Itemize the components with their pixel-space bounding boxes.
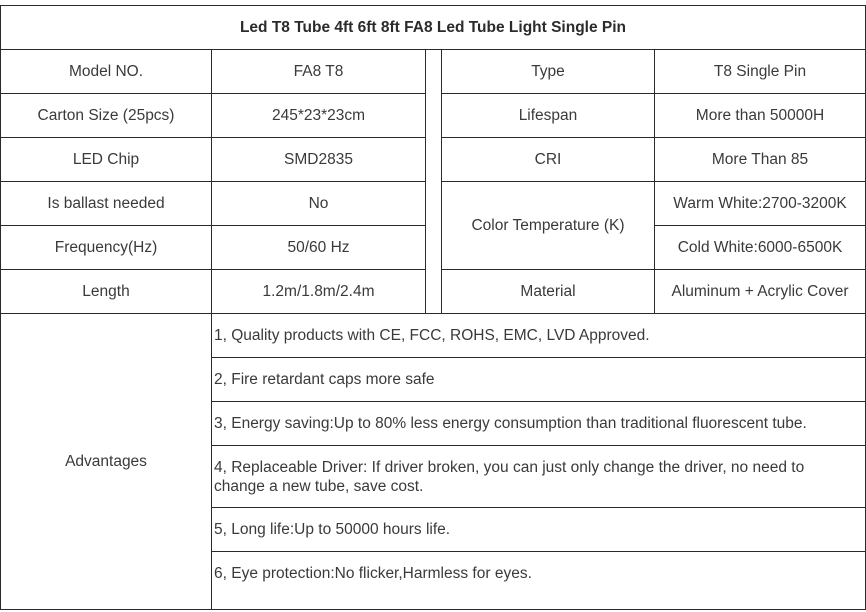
spec-label-lifespan: Lifespan bbox=[518, 107, 578, 124]
spec-value-warm-white: Warm White:2700-3200K bbox=[673, 195, 847, 212]
spec-label-color-temperature: Color Temperature (K) bbox=[471, 217, 625, 234]
spec-value-cold-white: Cold White:6000-6500K bbox=[677, 239, 843, 256]
spec-value-led-chip: SMD2835 bbox=[284, 151, 353, 168]
spec-value-lifespan: More than 50000H bbox=[695, 107, 825, 124]
spec-label-frequency: Frequency(Hz) bbox=[54, 239, 158, 256]
spec-label-length: Length bbox=[82, 283, 130, 300]
advantage-item: 4, Replaceable Driver: If driver broken, you can just only change the driver, no need to change a new tube, save cost. bbox=[214, 458, 805, 495]
spec-label-model: Model NO. bbox=[68, 63, 144, 80]
advantage-item: 1, Quality products with CE, FCC, ROHS, EMC, LVD Approved. bbox=[214, 327, 650, 344]
advantages-label: Advantages bbox=[65, 453, 147, 470]
spec-label-ballast: Is ballast needed bbox=[47, 195, 165, 212]
spec-value-material: Aluminum + Acrylic Cover bbox=[671, 283, 849, 300]
column-divider bbox=[425, 49, 426, 313]
spec-value-length: 1.2m/1.8m/2.4m bbox=[262, 283, 375, 300]
spec-value-type: T8 Single Pin bbox=[713, 63, 807, 80]
advantage-item: 6, Eye protection:No flicker,Harmless for eyes. bbox=[214, 565, 532, 582]
spec-label-type: Type bbox=[531, 63, 565, 80]
spec-value-ballast: No bbox=[308, 195, 329, 212]
spec-value-model: FA8 T8 bbox=[293, 63, 344, 80]
spec-label-material: Material bbox=[520, 283, 576, 300]
advantage-item: 2, Fire retardant caps more safe bbox=[214, 371, 435, 388]
spec-value-frequency: 50/60 Hz bbox=[287, 239, 350, 256]
advantage-item: 3, Energy saving:Up to 80% less energy consumption than traditional fluorescent tube. bbox=[214, 415, 807, 432]
spec-label-led-chip: LED Chip bbox=[72, 151, 140, 168]
advantage-item: 5, Long life:Up to 50000 hours life. bbox=[214, 521, 451, 538]
spec-value-carton-size: 245*23*23cm bbox=[271, 107, 366, 124]
table-title: Led T8 Tube 4ft 6ft 8ft FA8 Led Tube Light Single Pin bbox=[239, 19, 627, 36]
spec-label-carton-size: Carton Size (25pcs) bbox=[37, 107, 175, 124]
spec-value-cri: More Than 85 bbox=[711, 151, 809, 168]
table-border-bottom bbox=[0, 609, 866, 610]
spec-label-cri: CRI bbox=[534, 151, 562, 168]
